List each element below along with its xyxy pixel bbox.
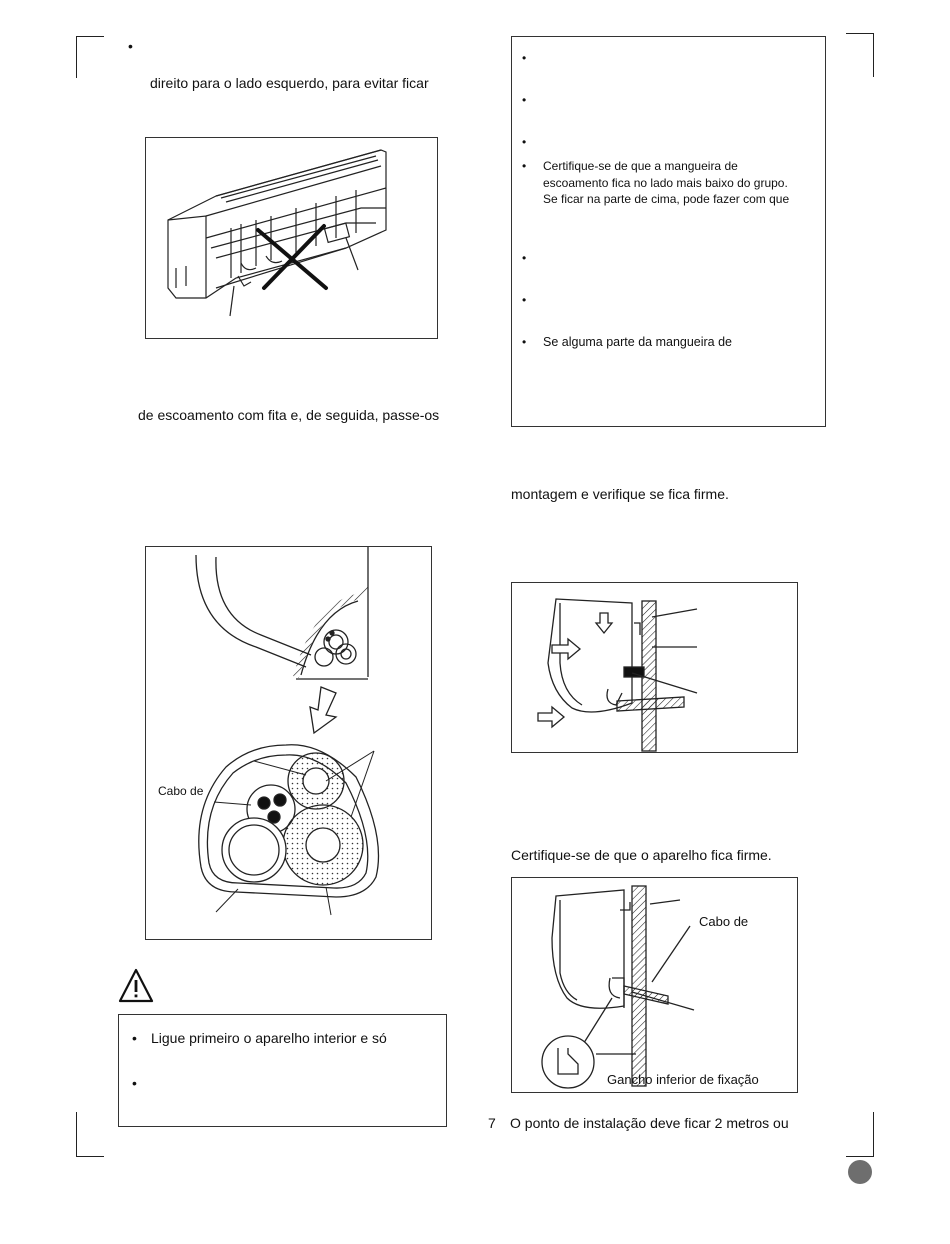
lower-hook-drawing [512,878,799,1094]
crop-mark-bl-v [76,1112,77,1156]
step-number: 7 [488,1115,496,1131]
right-text-mount: montagem e verifique se fica firme. [511,486,729,502]
crop-mark-bl-h [76,1156,104,1157]
warning-bullet-1: • [132,1030,137,1046]
note-bullet-2: • [522,93,527,107]
top-bullet: • [128,38,133,54]
right-arrow-icon-2 [538,707,564,727]
warning-bullet-2: • [132,1075,137,1091]
warning-item-1: Ligue primeiro o aparelho interior e só [151,1030,387,1046]
pipe-bundle-drawing [146,547,433,941]
crop-mark-br-v [873,1112,874,1156]
note-bullet-7: • [522,335,527,349]
note-item-4-line-3: Se ficar na parte de cima, pode fazer com que [543,192,790,206]
left-text-line-1: direito para o lado esquerdo, para evitar ficar [150,75,429,91]
figure-indoor-unit-crossed [145,137,438,339]
note-item-4-line-2: escoamento fica no lado mais baixo do grupo. [543,176,788,190]
indoor-unit-drawing [146,138,439,340]
crop-mark-tr-v [873,33,874,77]
fig-hook-label: Gancho inferior de fixação [607,1072,759,1087]
note-bullet-5: • [522,251,527,265]
warning-box [118,1014,447,1127]
figure-lower-hook [511,877,798,1093]
note-item-7: Se alguma parte da mangueira de [543,335,733,349]
note-bullet-4: • [522,159,527,173]
note-box [511,36,826,427]
figure-mount-plate [511,582,798,753]
fig-cable-label: Cabo de [699,914,749,929]
step-text: O ponto de instalação deve ficar 2 metros ou [510,1115,789,1131]
right-text-firm: Certifique-se de que o aparelho fica firme. [511,847,772,863]
figure-pipe-bundle [145,546,432,940]
note-item-4-line-1: Certifique-se de que a mangueira de [543,159,738,173]
crop-mark-br-h [846,1156,874,1157]
page-number-circle [848,1160,872,1184]
crop-mark-tr-h [846,33,874,34]
crop-mark-tl-h [76,36,104,37]
left-text-line-2: de escoamento com fita e, de seguida, passe-os [138,407,440,423]
crop-mark-tl-v [76,36,77,78]
note-bullet-3: • [522,135,527,149]
cable-label: Cabo de [158,784,204,798]
note-bullet-1: • [522,51,527,65]
mount-plate-drawing [512,583,799,754]
down-arrow-icon [310,687,336,733]
warning-icon [118,968,154,1004]
note-bullet-6: • [522,293,527,307]
